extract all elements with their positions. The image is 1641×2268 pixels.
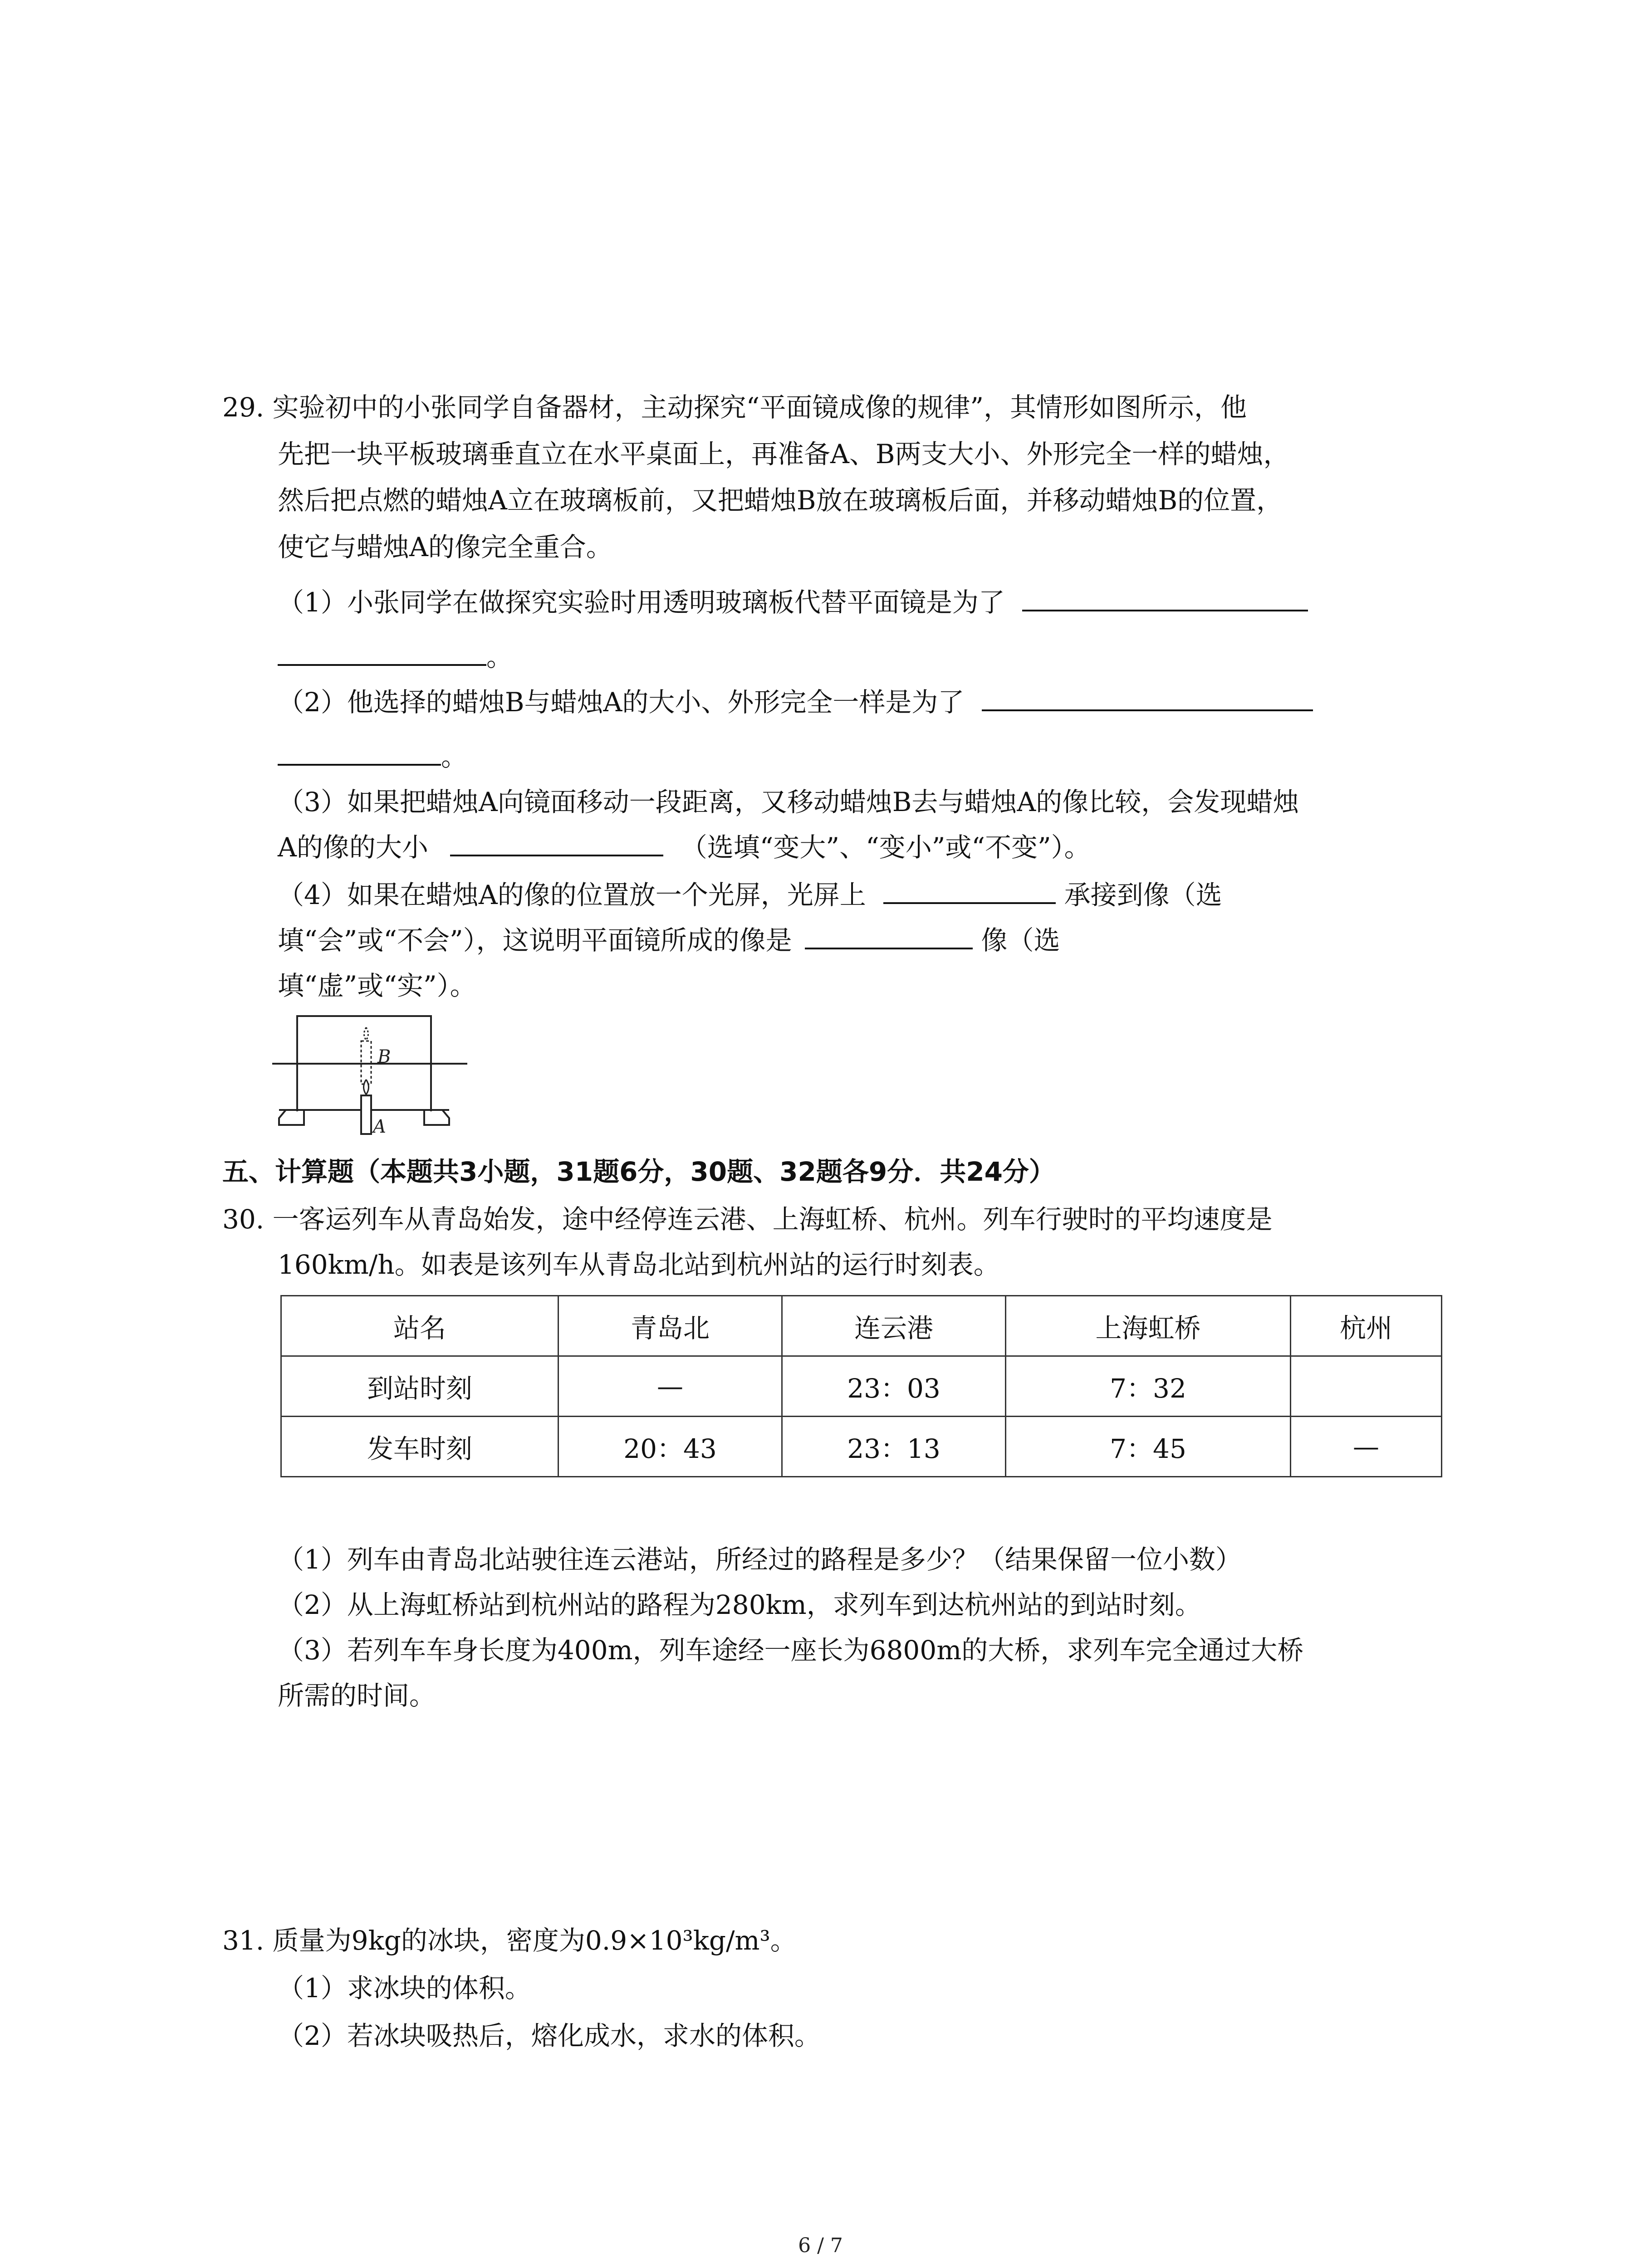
q29-answer-blank-4a[interactable]	[883, 875, 1056, 904]
q29-answer-blank-2a[interactable]	[982, 682, 1313, 711]
table-header-cell: 上海虹桥	[1006, 1296, 1291, 1356]
page-number: 6 / 7	[798, 2234, 843, 2257]
q29-part4-text-a: （4）如果在蜡烛A的像的位置放一个光屏，光屏上	[278, 880, 866, 910]
q29-part2-line	[278, 680, 1313, 724]
q29-answer-blank-1b[interactable]	[278, 637, 486, 666]
q29-intro-line-1: 29. 实验初中的小张同学自备器材，主动探究“平面镜成像的规律”，其情形如图所示，他	[222, 392, 1247, 423]
q31-line-1: 31. 质量为9kg的冰块，密度为0.9×10³kg/m³。	[222, 1925, 797, 1956]
table-cell: —	[558, 1356, 782, 1417]
q29-part1-end: 。	[486, 641, 513, 672]
table-cell: —	[1291, 1417, 1442, 1477]
q30-line-1: 30. 一客运列车从青岛始发，途中经停连云港、上海虹桥、杭州。列车行驶时的平均速度是	[222, 1204, 1273, 1235]
q29-part2-cont	[278, 735, 467, 778]
table-cell: 7：45	[1006, 1417, 1291, 1477]
q30-sub-1: （1）列车由青岛北站驶往连云港站，所经过的路程是多少？（结果保留一位小数）	[278, 1544, 1242, 1575]
q30-line-2: 160km/h。如表是该列车从青岛北站到杭州站的运行时刻表。	[278, 1249, 1000, 1280]
right-support	[424, 1110, 449, 1125]
candle-a	[361, 1095, 371, 1134]
q29-part1-cont	[278, 635, 513, 679]
section-5-heading: 五、计算题（本题共3小题，31题6分，30题、32题各9分．共24分）	[222, 1156, 1055, 1187]
q29-part4-line-2	[278, 919, 1060, 962]
q29-part3-options: （选填“变大”、“变小”或“不变”）。	[681, 832, 1091, 863]
table-cell: 发车时刻	[281, 1417, 558, 1477]
candle-b	[361, 1041, 371, 1084]
label-b: B	[377, 1046, 391, 1067]
q29-part4-text-d: 像（选	[981, 925, 1060, 956]
q29-part3-line-2	[278, 826, 1091, 869]
q30-sub-3-line-2: 所需的时间。	[278, 1680, 436, 1711]
q29-answer-blank-3[interactable]	[450, 827, 663, 856]
q29-answer-blank-1a[interactable]	[1022, 582, 1308, 611]
label-a: A	[373, 1116, 386, 1136]
table-cell: 7：32	[1006, 1356, 1291, 1417]
q29-part1-text: （1）小张同学在做探究实验时用透明玻璃板代替平面镜是为了	[278, 587, 1005, 618]
candle-a-flame	[364, 1080, 369, 1095]
table-cell: 到站时刻	[281, 1356, 558, 1417]
q29-intro-line-2: 先把一块平板玻璃垂直立在水平桌面上，再准备A、B两支大小、外形完全一样的蜡烛，	[278, 439, 1290, 469]
q30-sub-3-line-1: （3）若列车车身长度为400m，列车途经一座长为6800m的大桥，求列车完全通过大桥	[278, 1635, 1304, 1666]
table-row	[281, 1417, 1442, 1477]
q29-part2-text: （2）他选择的蜡烛B与蜡烛A的大小、外形完全一样是为了	[278, 687, 965, 718]
table-header-cell: 青岛北	[558, 1296, 782, 1356]
q29-intro-line-3: 然后把点燃的蜡烛A立在玻璃板前，又把蜡烛B放在玻璃板后面，并移动蜡烛B的位置，	[278, 485, 1283, 516]
table-header-cell: 连云港	[782, 1296, 1006, 1356]
glass-plate-frame	[297, 1016, 431, 1064]
q29-answer-blank-4b[interactable]	[805, 920, 973, 949]
q29-part1-line	[278, 581, 1308, 624]
timetable	[280, 1295, 1442, 1477]
q29-part4-line-1	[278, 873, 1222, 917]
q29-part3-line-1: （3）如果把蜡烛A向镜面移动一段距离，又移动蜡烛B去与蜡烛A的像比较，会发现蜡烛	[278, 787, 1299, 817]
timetable-header-row	[281, 1296, 1442, 1356]
table-row	[281, 1356, 1442, 1417]
table-cell	[1291, 1356, 1442, 1417]
q29-answer-blank-2b[interactable]	[278, 737, 441, 766]
q29-part4-text-b: 承接到像（选	[1064, 880, 1222, 910]
table-header-cell: 站名	[281, 1296, 558, 1356]
q29-part4-text-c: 填“会”或“不会”），这说明平面镜所成的像是	[278, 925, 792, 956]
q31-sub-2: （2）若冰块吸热后，熔化成水，求水的体积。	[278, 2020, 821, 2051]
table-header-cell: 杭州	[1291, 1296, 1442, 1356]
q29-part2-end: 。	[441, 741, 468, 772]
mirror-experiment-figure	[272, 1014, 476, 1136]
q30-sub-2: （2）从上海虹桥站到杭州站的路程为280km，求列车到达杭州站的到站时刻。	[278, 1589, 1201, 1620]
q29-part3-text: A的像的大小	[278, 832, 428, 863]
table-cell: 20：43	[558, 1417, 782, 1477]
q31-sub-1: （1）求冰块的体积。	[278, 1973, 531, 2004]
candle-b-flame	[364, 1027, 368, 1040]
table-cell: 23：03	[782, 1356, 1006, 1417]
table-cell: 23：13	[782, 1417, 1006, 1477]
q29-intro-line-4: 使它与蜡烛A的像完全重合。	[278, 532, 612, 562]
left-support	[279, 1110, 304, 1125]
q29-part4-line-3: 填“虚”或“实”）。	[278, 970, 476, 1001]
